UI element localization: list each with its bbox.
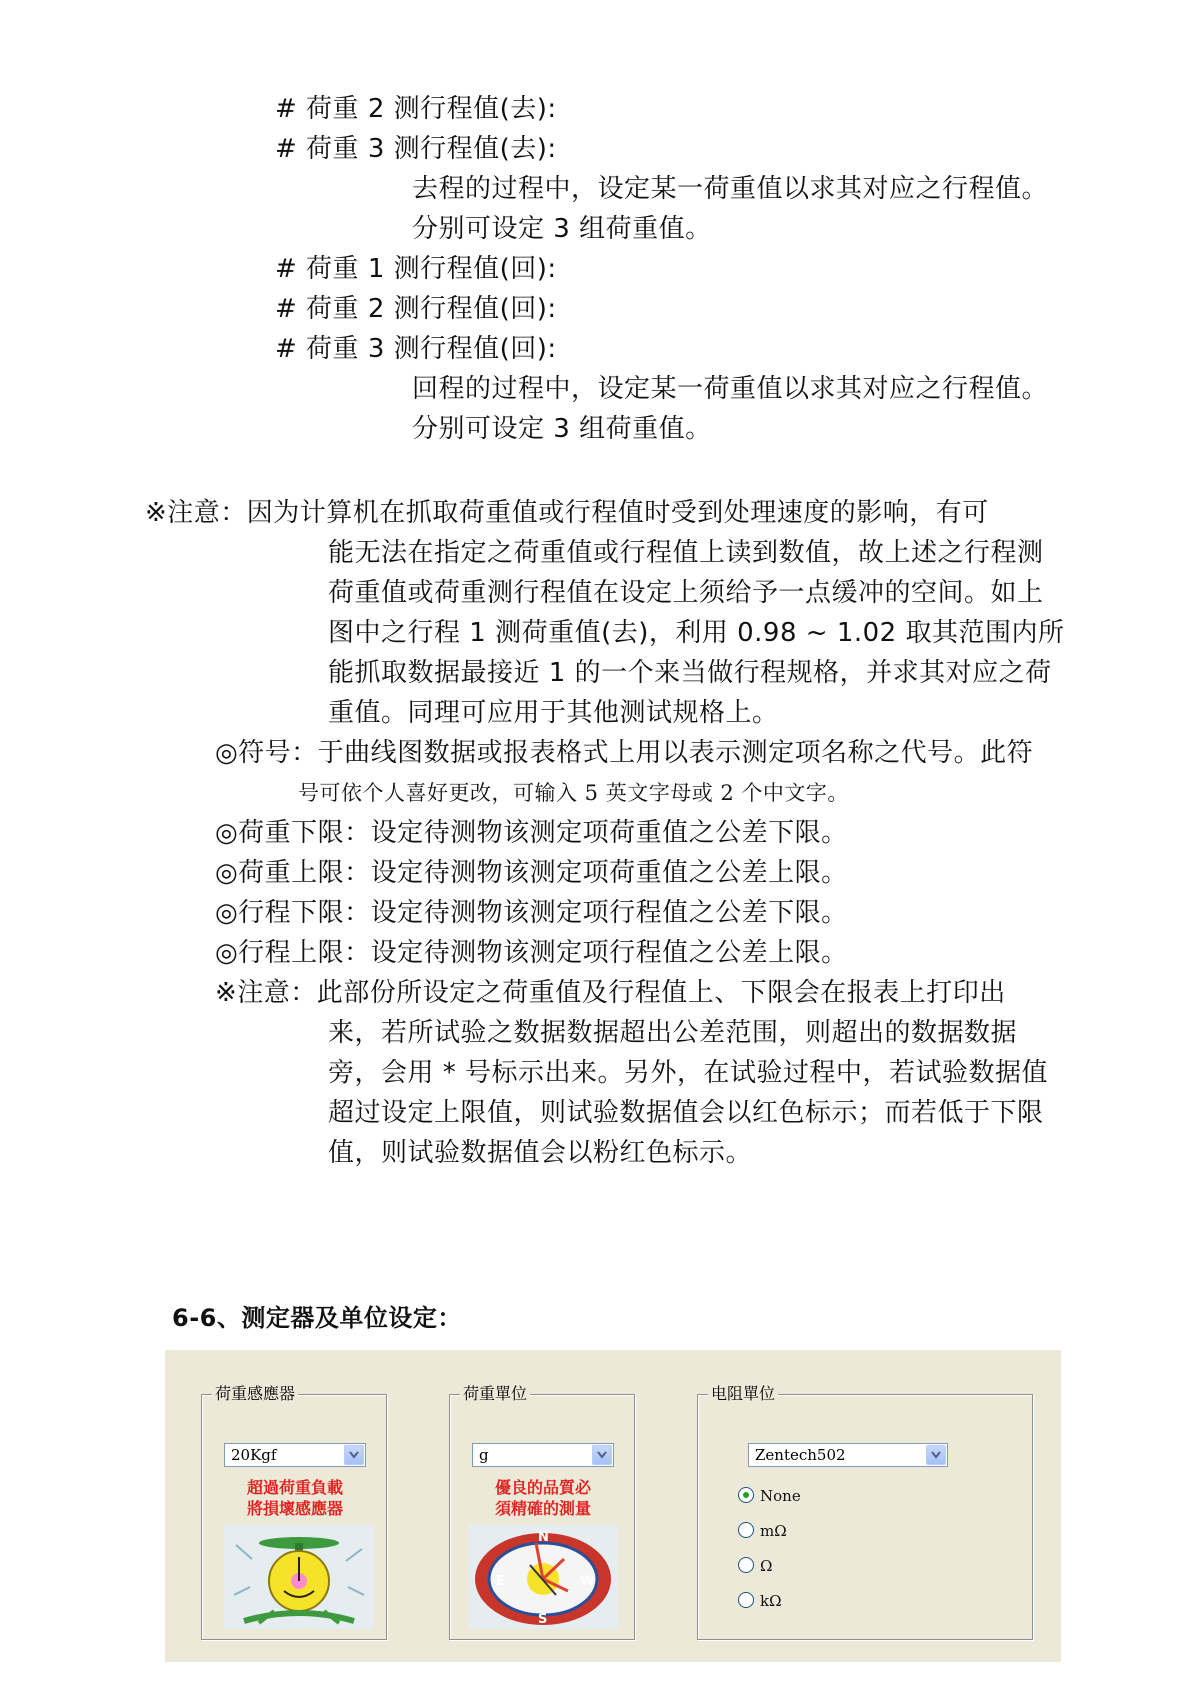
text-line-2: # 荷重 3 测行程值(去): xyxy=(275,134,557,164)
note-1-line-3: 荷重值或荷重测行程值在设定上须给予一点缓冲的空间。如上 xyxy=(328,578,1044,608)
text-line-1: # 荷重 2 测行程值(去): xyxy=(275,94,557,124)
resistance-unit-title: 电阻單位 xyxy=(708,1384,778,1404)
load-sensor-select[interactable] xyxy=(224,1443,366,1467)
radio-unchecked-icon[interactable] xyxy=(738,1522,754,1538)
note-1-line-5: 能抓取数据最接近 1 的一个来当做行程规格，并求其对应之荷 xyxy=(328,658,1052,688)
chevron-down-icon[interactable] xyxy=(344,1445,364,1465)
warning-line: 將損壞感應器 xyxy=(246,1499,343,1518)
radio-label: mΩ xyxy=(760,1522,787,1540)
note-2-line-3: 旁，会用 * 号标示出来。另外，在试验过程中，若试验数据值 xyxy=(328,1058,1049,1088)
radio-label: Ω xyxy=(760,1557,773,1575)
warning-line: 優良的品質必 xyxy=(494,1478,591,1497)
note-2-line-1: ※注意：此部份所设定之荷重值及行程值上、下限会在报表上打印出 xyxy=(215,978,1006,1008)
compass-illustration xyxy=(468,1525,618,1629)
load-lower-desc: ◎荷重下限：设定待测物该测定项荷重值之公差下限。 xyxy=(215,818,848,848)
stroke-lower-desc: ◎行程下限：设定待测物该测定项行程值之公差下限。 xyxy=(215,898,848,928)
load-sensor-value: 20Kgf xyxy=(231,1446,277,1464)
symbol-desc-line-2: 号可依个人喜好更改，可输入 5 英文字母或 2 个中文字。 xyxy=(298,781,849,805)
compass-w-label: W xyxy=(580,1574,595,1589)
resistance-unit-group xyxy=(697,1384,1033,1640)
text-line-3: 去程的过程中，设定某一荷重值以求其对应之行程值。 xyxy=(412,174,1049,204)
compass-s-label: S xyxy=(538,1612,548,1627)
stroke-upper-desc: ◎行程上限：设定待测物该测定项行程值之公差上限。 xyxy=(215,938,848,968)
text-line-4: 分别可设定 3 组荷重值。 xyxy=(412,214,712,244)
warning-line: 須精確的測量 xyxy=(494,1499,591,1518)
radio-checked-icon[interactable] xyxy=(738,1487,754,1503)
resistance-unit-select[interactable] xyxy=(748,1443,948,1467)
load-unit-select[interactable] xyxy=(472,1443,614,1467)
section-heading: 6-6、测定器及单位设定： xyxy=(172,1304,462,1332)
radio-unchecked-icon[interactable] xyxy=(738,1592,754,1608)
settings-panel xyxy=(165,1350,1061,1662)
text-line-5: # 荷重 1 测行程值(回): xyxy=(275,254,557,284)
compass-n-label: N xyxy=(538,1530,549,1545)
note-2-line-2: 来，若所试验之数据数据超出公差范围，则超出的数据数据 xyxy=(328,1018,1018,1048)
text-line-7: # 荷重 3 测行程值(回): xyxy=(275,334,557,364)
chevron-down-icon[interactable] xyxy=(592,1445,612,1465)
note-1-line-4: 图中之行程 1 测荷重值(去)，利用 0.98 ~ 1.02 取其范围内所 xyxy=(328,618,1065,648)
chevron-down-icon[interactable] xyxy=(926,1445,946,1465)
load-sensor-group xyxy=(201,1384,387,1640)
load-unit-title: 荷重單位 xyxy=(460,1384,530,1404)
radio-label: None xyxy=(760,1487,801,1505)
load-unit-warning xyxy=(460,1477,626,1519)
radio-unchecked-icon[interactable] xyxy=(738,1557,754,1573)
note-1-line-2: 能无法在指定之荷重值或行程值上读到数值，故上述之行程测 xyxy=(328,538,1044,568)
text-line-9: 分别可设定 3 组荷重值。 xyxy=(412,414,712,444)
symbol-desc-line-1: ◎符号：于曲线图数据或报表格式上用以表示测定项名称之代号。此符 xyxy=(215,738,1034,768)
radio-label: kΩ xyxy=(760,1592,782,1610)
overload-sensor-illustration xyxy=(224,1525,374,1629)
text-line-8: 回程的过程中，设定某一荷重值以求其对应之行程值。 xyxy=(412,374,1049,404)
load-upper-desc: ◎荷重上限：设定待测物该测定项荷重值之公差上限。 xyxy=(215,858,848,888)
note-1-line-6: 重值。同理可应用于其他测试规格上。 xyxy=(328,698,779,728)
load-unit-value: g xyxy=(479,1446,489,1464)
warning-line: 超過荷重負載 xyxy=(246,1478,343,1497)
load-sensor-warning xyxy=(212,1477,378,1519)
load-unit-group xyxy=(449,1384,635,1640)
note-2-line-4: 超过设定上限值，则试验数据值会以红色标示；而若低于下限 xyxy=(328,1098,1044,1128)
note-2-line-5: 值，则试验数据值会以粉红色标示。 xyxy=(328,1138,753,1168)
note-1-line-1: ※注意：因为计算机在抓取荷重值或行程值时受到处理速度的影响，有可 xyxy=(145,498,989,528)
load-sensor-title: 荷重感應器 xyxy=(212,1384,298,1404)
compass-e-label: E xyxy=(496,1574,505,1589)
text-line-6: # 荷重 2 测行程值(回): xyxy=(275,294,557,324)
resistance-unit-value: Zentech502 xyxy=(755,1446,846,1464)
